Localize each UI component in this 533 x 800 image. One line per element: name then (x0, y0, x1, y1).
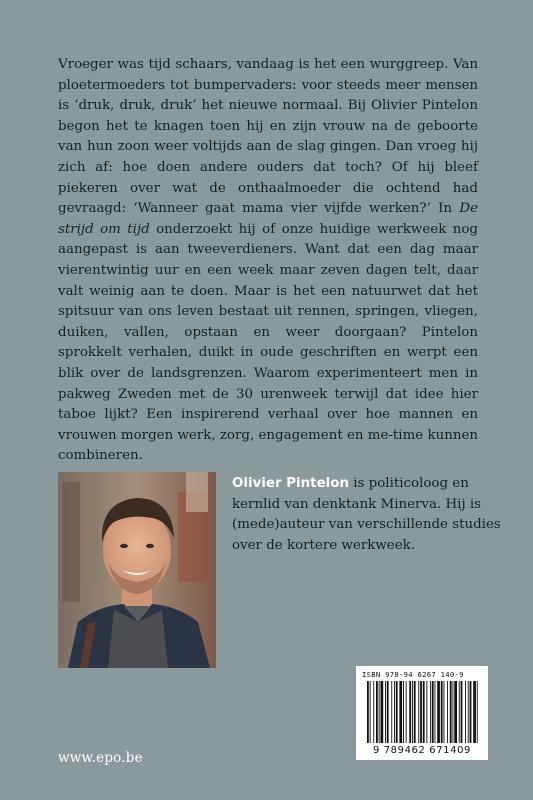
barcode-bar-30 (454, 681, 457, 743)
isbn-label: ISBN 978-94 6267 140-9 (362, 670, 464, 679)
publisher-website[interactable]: www.epo.be (58, 750, 143, 766)
barcode-bar-32 (461, 681, 463, 743)
barcode-bar-13 (406, 681, 407, 743)
blurb-text-end: onderzoekt hij of onze huidige werkweek nog aangepast is aan tweeverdieners. Want dat een dag maar vierentwintig uur en een week maar zeven dagen telt, daar valt weinig aan te doen. Maar is het een natuurwet dat het spitsuur van ons leven bestaat uit rennen, springen, vliegen, duiken, vallen, opstaan en weer doorgaan? Pintelon sprokkelt verhalen, duikt in oude geschriften en werpt een blik over de landsgrenzen. Waarom experimenteert men in pakweg Zweden met de 30 urenweek terwijl dat idee hier taboe lijkt? Een inspirerend verhaal over hoe mannen en vrouwen morgen werk, zorg, engagement en me-time kunnen combineren. (58, 221, 478, 464)
book-title: De strijd om tijd (58, 201, 478, 237)
barcode-bars (366, 681, 478, 743)
barcode-digits: 9 789462 671409 (372, 745, 472, 756)
barcode-bar-18 (420, 681, 422, 743)
back-cover-blurb (58, 55, 478, 467)
barcode-bar-11 (399, 681, 402, 743)
barcode-bar-10 (396, 681, 398, 743)
barcode-bar-5 (381, 681, 384, 743)
barcode-bar-15 (412, 681, 413, 743)
barcode-bar-8 (391, 681, 392, 743)
barcode-bar-7 (387, 681, 389, 743)
barcode-bar-6 (385, 681, 386, 743)
barcode-bar-19 (423, 681, 425, 743)
barcode-bar-20 (426, 681, 427, 743)
barcode-bar-2 (373, 681, 374, 743)
barcode-bar-31 (459, 681, 460, 743)
barcode-bar-14 (409, 681, 411, 743)
author-bio-text: is politicoloog en kernlid van denktank Minerva. Hij is (mede)auteur van verschillende studies over de kortere werkweek. (232, 476, 501, 553)
barcode-bar-1 (370, 681, 371, 743)
barcode-bar-0 (367, 681, 369, 743)
blurb-text-start: Vroeger was tijd schaars, vandaag is het een wurggreep. Van ploetermoeders tot bumpervaders: voor steeds meer mensen is ‘druk, druk, druk’ het nieuwe normaal. Bij Olivier Pintelon begon het te knagen toen hij en zijn vrouw na de geboorte van hun zoon weer voltijds aan de slag gingen. Dan vroeg hij zich af: hoe doen andere ouders dat toch? Of hij bleef piekeren over wat de onthaalmoeder die ochtend had gevraagd: ‘Wanneer gaat mama vier vijfde werken?’ In (58, 57, 478, 217)
author-bio (232, 474, 502, 556)
barcode-bar-24 (437, 681, 440, 743)
barcode-bar-17 (418, 681, 419, 743)
barcode-bar-9 (394, 681, 395, 743)
barcode-bar-26 (444, 681, 445, 743)
barcode-bar-33 (465, 681, 466, 743)
author-portrait-image (58, 472, 216, 668)
barcode-bar-37 (477, 681, 478, 743)
barcode-bar-27 (447, 681, 448, 743)
barcode-bar-22 (432, 681, 434, 743)
barcode-bar-29 (453, 681, 454, 743)
barcode-bar-12 (403, 681, 404, 743)
barcode-bar-16 (414, 681, 416, 743)
author-photo (58, 472, 216, 668)
barcode-bar-23 (435, 681, 436, 743)
barcode-bar-21 (430, 681, 431, 743)
isbn-barcode (356, 666, 488, 760)
barcode-bar-35 (470, 681, 472, 743)
barcode-bar-34 (468, 681, 469, 743)
barcode-bar-25 (441, 681, 443, 743)
barcode-bar-36 (473, 681, 476, 743)
barcode-bar-28 (450, 681, 452, 743)
barcode-bar-4 (379, 681, 380, 743)
author-name: Olivier Pintelon (232, 476, 349, 491)
barcode-bar-3 (376, 681, 378, 743)
